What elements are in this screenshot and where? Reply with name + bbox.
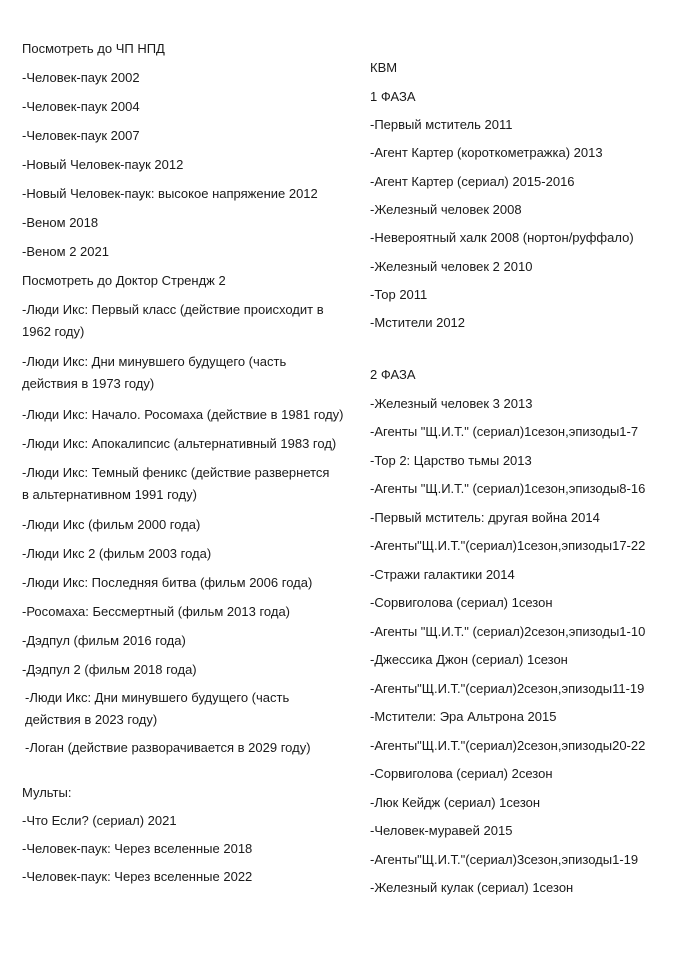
section-heading-kvm: КВМ [370, 60, 398, 75]
list-item: -Агент Картер (сериал) 2015-2016 [370, 174, 575, 189]
section-heading-cartoons: Мульты: [22, 785, 72, 800]
list-item: -Веном 2018 [22, 215, 99, 230]
list-item: -Агенты "Щ.И.Т." (сериал)2сезон,эпизоды1-10 [370, 624, 646, 639]
list-item: -Сорвиголова (сериал) 1сезон [370, 595, 553, 610]
list-item: -Человек-паук: Через вселенные 2018 [22, 841, 253, 856]
list-item: -Новый Человек-паук 2012 [22, 157, 184, 172]
list-item: -Люди Икс: Последняя битва (фильм 2006 года) [22, 575, 313, 590]
list-item: -Первый мститель 2011 [370, 117, 513, 132]
list-item: -Росомаха: Бессмертный (фильм 2013 года) [22, 604, 291, 619]
section-heading-phase2: 2 ФАЗА [370, 367, 416, 382]
list-item: -Дэдпул 2 (фильм 2018 года) [22, 662, 197, 677]
list-item: -Агенты "Щ.И.Т." (сериал)1сезон,эпизоды1-7 [370, 424, 639, 439]
list-item: -Люк Кейдж (сериал) 1сезон [370, 795, 541, 810]
list-item: -Тор 2011 [370, 287, 428, 302]
list-item: -Новый Человек-паук: высокое напряжение 2012 [22, 186, 318, 201]
list-item: -Люди Икс: Дни минувшего будущего (часть действия в 1973 году) [22, 354, 287, 391]
list-item: -Человек-паук 2007 [22, 128, 140, 143]
list-item: -Агенты "Щ.И.Т." (сериал)1сезон,эпизоды8-16 [370, 481, 646, 496]
list-item: -Невероятный халк 2008 (нортон/руффало) [370, 230, 634, 245]
list-item: -Люди Икс: Апокалипсис (альтернативный 1983 год) [22, 436, 337, 451]
list-item: -Что Если? (сериал) 2021 [22, 813, 177, 828]
list-item: -Железный человек 2008 [370, 202, 522, 217]
list-item: -Стражи галактики 2014 [370, 567, 515, 582]
list-item: -Человек-паук 2002 [22, 70, 140, 85]
list-item: -Мстители 2012 [370, 315, 466, 330]
list-item: -Человек-муравей 2015 [370, 823, 513, 838]
list-item: -Сорвиголова (сериал) 2сезон [370, 766, 553, 781]
section-heading-strange: Посмотреть до Доктор Стрендж 2 [22, 273, 226, 288]
list-item: -Агенты"Щ.И.Т."(сериал)3сезон,эпизоды1-19 [370, 852, 639, 867]
section-heading-phase1: 1 ФАЗА [370, 89, 416, 104]
list-item: -Люди Икс: Первый класс (действие происходит в 1962 году) [22, 302, 324, 339]
list-item: -Люди Икс: Начало. Росомаха (действие в 1981 году) [22, 407, 344, 422]
list-item: -Агент Картер (короткометражка) 2013 [370, 145, 603, 160]
list-item: -Агенты"Щ.И.Т."(сериал)2сезон,эпизоды20-22 [370, 738, 646, 753]
list-item: -Люди Икс 2 (фильм 2003 года) [22, 546, 212, 561]
list-item: -Первый мститель: другая война 2014 [370, 510, 600, 525]
list-item: -Люди Икс (фильм 2000 года) [22, 517, 201, 532]
list-item: -Человек-паук: Через вселенные 2022 [22, 869, 253, 884]
list-item: -Человек-паук 2004 [22, 99, 140, 114]
list-item: -Люди Икс: Дни минувшего будущего (часть действия в 2023 году) [25, 690, 290, 727]
list-item: -Люди Икс: Темный феникс (действие развернется в альтернативном 1991 году) [22, 465, 330, 502]
list-item: -Дэдпул (фильм 2016 года) [22, 633, 186, 648]
list-item: -Железный кулак (сериал) 1сезон [370, 880, 574, 895]
list-item: -Мстители: Эра Альтрона 2015 [370, 709, 557, 724]
list-item: -Агенты"Щ.И.Т."(сериал)1сезон,эпизоды17-22 [370, 538, 646, 553]
list-item: -Агенты"Щ.И.Т."(сериал)2сезон,эпизоды11-19 [370, 681, 645, 696]
list-item: -Логан (действие разворачивается в 2029 году) [25, 740, 311, 755]
list-item: -Веном 2 2021 [22, 244, 109, 259]
section-heading-npd: Посмотреть до ЧП НПД [22, 41, 165, 56]
list-item: -Железный человек 3 2013 [370, 396, 533, 411]
list-item: -Железный человек 2 2010 [370, 259, 533, 274]
list-item: -Тор 2: Царство тьмы 2013 [370, 453, 532, 468]
list-item: -Джессика Джон (сериал) 1сезон [370, 652, 568, 667]
